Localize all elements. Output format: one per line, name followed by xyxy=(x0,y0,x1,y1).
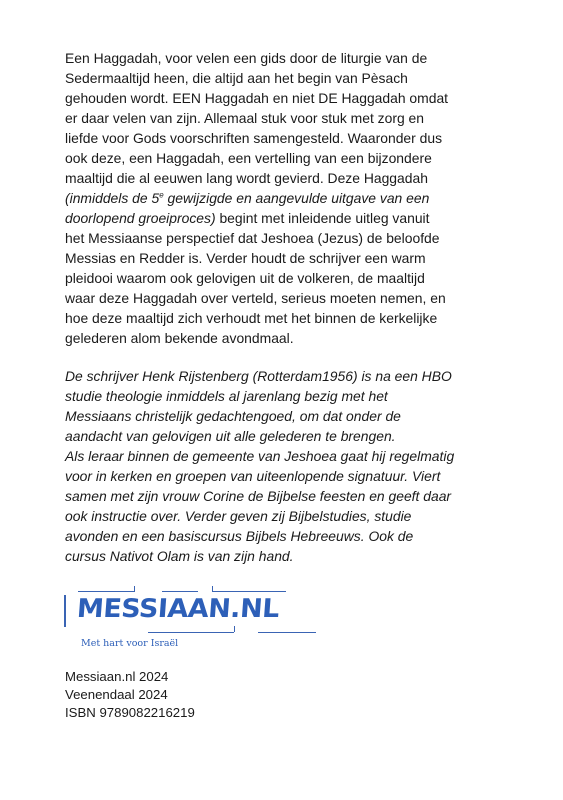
text-line: maaltijd die al eeuwen lang wordt gevierd. Deze Haggadah xyxy=(65,170,428,186)
logo-tick xyxy=(212,586,213,592)
publisher-line: Messiaan.nl 2024 xyxy=(65,669,169,684)
bio-line: ook instructie over. Verder geven zij Bijbelstudies, studie xyxy=(65,508,412,524)
logo-tagline: Met hart voor Israël xyxy=(81,638,179,649)
bio-line: Als leraar binnen de gemeente van Jeshoea gaat hij regelmatig xyxy=(65,448,455,464)
text-line: hoe deze maaltijd zich verhoudt met het binnen de kerkelijke xyxy=(65,310,438,326)
logo-top-rule-2 xyxy=(162,591,198,592)
logo-tick xyxy=(134,586,135,592)
messiaan-logo xyxy=(62,582,322,652)
bio-line: studie theologie inmiddels al jarenlang bezig met het xyxy=(65,388,388,404)
logo-top-rule-1 xyxy=(78,591,134,592)
text-line: pleidooi waarom ook gelovigen uit de volkeren, de maaltijd xyxy=(65,270,425,286)
colophon xyxy=(65,668,195,722)
text-line: het Messiaanse perspectief dat Jeshoea (Jezus) de beloofde xyxy=(65,230,440,246)
description-paragraph xyxy=(65,48,503,348)
edition-note-line xyxy=(65,188,503,208)
text-line: liefde voor Gods voorschriften samengesteld. Waaronder dus xyxy=(65,130,443,146)
logo-bottom-rule-2 xyxy=(258,632,316,633)
edition-note-end: doorlopend groeiproces) xyxy=(65,210,216,226)
logo-bottom-rule-1 xyxy=(148,632,234,633)
text-line: er daar velen van zijn. Allemaal stuk voor stuk met zorg en xyxy=(65,110,425,126)
text-line xyxy=(65,208,503,228)
isbn-line: ISBN 9789082216219 xyxy=(65,705,195,720)
logo-wordmark: MESSIAAN.NL xyxy=(75,594,280,624)
edition-superscript: e xyxy=(159,190,164,200)
author-bio-paragraph xyxy=(65,366,503,566)
text-line: gehouden wordt. EEN Haggadah en niet DE Haggadah omdat xyxy=(65,90,449,106)
logo-tick xyxy=(234,626,235,632)
bio-line: samen met zijn vrouw Corine de Bijbelse feesten en geeft daar xyxy=(65,488,452,504)
edition-note-post: gewijzigde en aangevulde uitgave van een xyxy=(163,190,430,206)
bio-line: Messiaans christelijk gedachtengoed, om dat onder de xyxy=(65,408,401,424)
bio-line: voor in kerken en groepen van uiteenlopende signatuur. Viert xyxy=(65,468,441,484)
place-line: Veenendaal 2024 xyxy=(65,687,168,702)
text-line-rest: begint met inleidende uitleg vanuit xyxy=(215,210,430,226)
text-line: Messias en Redder is. Verder houdt de schrijver een warm xyxy=(65,250,426,266)
text-line: ook deze, een Haggadah, een vertelling van een bijzondere xyxy=(65,150,432,166)
logo-left-bar xyxy=(64,595,66,627)
bio-line: aandacht van gelovigen uit alle gelederen te brengen. xyxy=(65,428,396,444)
bio-line: cursus Nativot Olam is van zijn hand. xyxy=(65,548,294,564)
text-line: Een Haggadah, voor velen een gids door de liturgie van de xyxy=(65,50,428,66)
logo-top-rule-3 xyxy=(212,591,286,592)
text-line: gelederen alom bekende avondmaal. xyxy=(65,330,294,346)
text-line: Sedermaaltijd heen, die altijd aan het begin van Pèsach xyxy=(65,70,408,86)
bio-line: avonden en een basiscursus Bijbels Hebreeuws. Ook de xyxy=(65,528,414,544)
bio-line: De schrijver Henk Rijstenberg (Rotterdam1956) is na een HBO xyxy=(65,368,452,384)
text-line: waar deze Haggadah over verteld, serieus moeten nemen, en xyxy=(65,290,446,306)
edition-note-pre: (inmiddels de 5 xyxy=(65,190,160,206)
